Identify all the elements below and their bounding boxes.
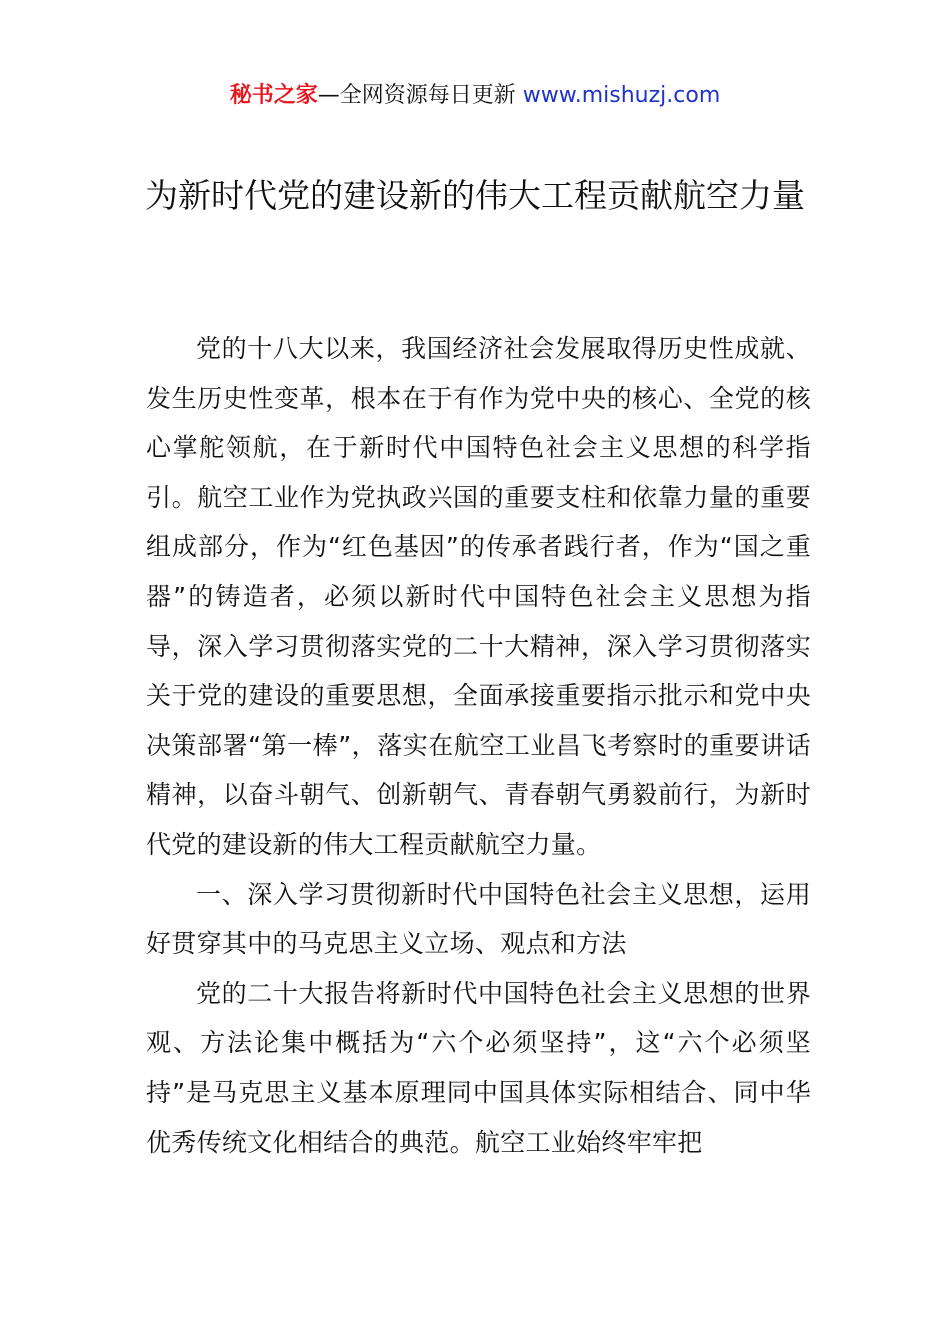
document-body <box>146 324 811 1167</box>
site-url-link[interactable]: www.mishuzj.com <box>522 83 721 108</box>
section-heading: 一、深入学习贯彻新时代中国特色社会主义思想，运用好贯穿其中的马克思主义立场、观点和方法 <box>146 879 811 959</box>
site-tagline: —全网资源每日更新 <box>317 83 523 108</box>
body-paragraph: 党的十八大以来，我国经济社会发展取得历史性成就、发生历史性变革，根本在于有作为党中央的核心、全党的核心掌舵领航，在于新时代中国特色社会主义思想的科学指引。航空工业作为党执政兴国的重要支柱和依靠力量的重要组成部分，作为“红色基因”的传承者践行者，作为“国之重器”的铸造者，必须以新时代中国特色社会主义思想为指导，深入学习贯彻落实党的二十大精神，深入学习贯彻落实关于党的建设的重要思想，全面承接重要指示批示和党中央决策部署“第一棒”，落实在航空工业昌飞考察时的重要讲话精神，以奋斗朝气、创新朝气、青春朝气勇毅前行，为新时代党的建设新的伟大工程贡献航空力量。 <box>146 334 811 859</box>
site-header <box>0 80 950 112</box>
document-title: 为新时代党的建设新的伟大工程贡献航空力量 <box>145 176 805 215</box>
site-brand: 秘书之家 <box>229 83 318 108</box>
body-paragraph: 党的二十大报告将新时代中国特色社会主义思想的世界观、方法论集中概括为“六个必须坚持”，这“六个必须坚持”是马克思主义基本原理同中国具体实际相结合、同中华优秀传统文化相结合的典范。航空工业始终牢牢把 <box>146 978 811 1157</box>
